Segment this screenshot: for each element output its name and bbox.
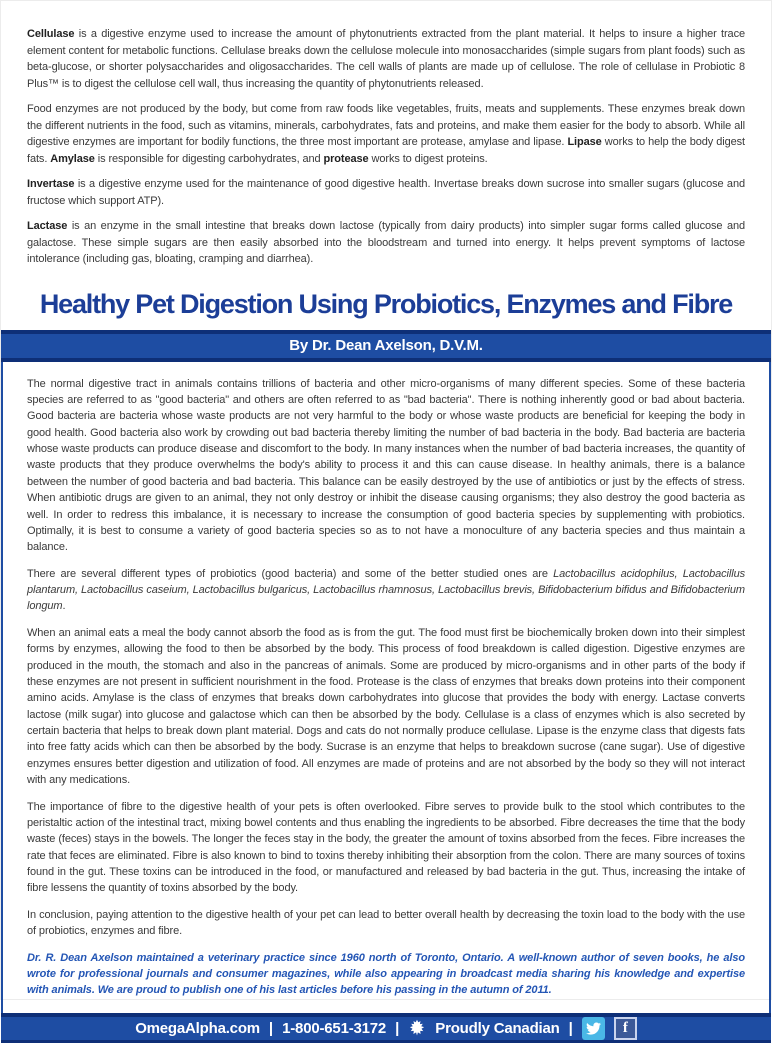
article-paragraph-probiotic-species: There are several different types of probiotics (good bacteria) and some of the better studied ones are Lactobacillus acidophilus, Lactobacillus plantarum, Lactobacillus caseium, Lactobacillus bulgaricus, Lactobacillus rhamnosus, Lactobacillus brevis, Bifidobacterium bifidus and Bifidobacterium longum. (27, 567, 745, 613)
footer-separator: | (568, 1019, 573, 1037)
intro-paragraph-lactase: Lactase is an enzyme in the small intestine that breaks down lactose (typically from dairy products) into simpler sugar forms called glucose and galactose. These simple sugars are then easily absorbed into the bloodstream and turned into energy. It helps prevent symptoms of lactose intolerance (including gas, bloating, cramping and diarrhea). (27, 220, 745, 265)
facebook-icon[interactable]: f (614, 1017, 637, 1040)
footer-bar (1, 1013, 771, 1043)
twitter-icon[interactable] (582, 1017, 605, 1040)
footer-separator: | (268, 1019, 274, 1037)
article-paragraph-conclusion: In conclusion, paying attention to the digestive health of your pet can lead to better overall health by decreasing the toxin load to the body with the use of probiotics, enzymes and fibre. (27, 908, 745, 938)
byline-banner (1, 330, 771, 362)
intro-paragraph-food-enzymes: Food enzymes are not produced by the body, but come from raw foods like vegetables, fruits, meats and supplements. These enzymes break down the different nutrients in the food, such as vitamins, minerals, carbohydrates, fats and proteins, and make them easier for the body to absorb. While all digestive enzymes are important for bodily functions, the three most important are protease, amylase and lipase. Lipase works to help the body digest fats. Amylase is responsible for digesting carbohydrates, and protease works to digest proteins. (27, 103, 745, 165)
footer-separator: | (395, 1019, 400, 1037)
intro-paragraph-cellulase: Cellulase is a digestive enzyme used to increase the amount of phytonutrients extracted from the plant material. It helps to insure a higher trace element content for metabolic functions. Cellulase breaks down the cellulose molecule into monosaccharides (simple sugars from plant foods) such as beta-glucose, or shorter polysaccharides and oligosaccharides. The cell walls of plants are made up of cellulose. The role of cellulase in Probiotic 8 Plus™ is to digest the cellulose cell wall, thus increasing the quantity of phytonutrients released. (27, 28, 745, 90)
maple-leaf-icon (408, 1019, 426, 1037)
article-body (1, 362, 771, 1013)
article-title: Healthy Pet Digestion Using Probiotics, Enzymes and Fibre (39, 288, 733, 319)
intro-paragraph-invertase: Invertase is a digestive enzyme used for the maintenance of good digestive health. Invertase breaks down sucrose into smaller sugars (glucose and fructose which support ATP). (27, 178, 745, 207)
article-paragraph-digestion-enzymes: When an animal eats a meal the body cannot absorb the food as is from the gut. The food must first be biochemically broken down into their simplest forms by enzymes, allowing the food to then be absorbed by the body. This process of food breakdown is called digestion. Digestive enzymes are produced in the mouth, the stomach and also in the pancreas of animals. Some are produced by micro-organisms and in other parts of the body if these enzymes are not present in sufficient nourishment in the food. Protease is the class of enzymes that breaks down proteins into their component amino acids. Amylase is the class of enzymes that breaks down carbohydrates into glucose that provides the body with energy. Lactase converts lactose (milk sugar) into glucose and galactose which can then be absorbed by the body. Cellulase is a class of enzymes which is also secreted by certain bacteria that helps to break down plant material. Dogs and cats do not normally produce cellulase. Lipase is the enzyme class that digests fats into free fatty acids which can then be absorbed by the body. Sucrase is an enzyme that helps to breakdown sucrose (cane sugar). Use of digestive enzymes ensures better digestion and utilization of food. All enzymes are made of proteins and are not absorbed by the body so they will not interact with any medications. (27, 626, 745, 787)
article-paragraph-bacteria-balance: The normal digestive tract in animals contains trillions of bacteria and other micro-organisms of many different species. Some of these bacteria species are referred to as "good bacteria" and others are often referred to as "bad bacteria". There is nothing inherently good or bad about bacteria. Good bacteria are bacteria whose waste products are not very harmful to the body or whose waste products are beneficial for keeping the body in good health. Good bacteria also work by crowding out bad bacteria thereby limiting the number of bad bacteria in the body. Bad bacteria are bacteria whose waste products can produce disease and discomfort to the body. In many instances when the number of bad bacteria increases, the quantity of waste products that they produce overwhelms the body's ability to process it and this can cause disease. In healthy animals, there is a balance between the number of good bacteria and bad bacteria. This balance can be easily destroyed by the use of antibiotics or just by the effects of stress. When antibiotic drugs are given to an animal, they not only destroy or inhibit the disease causing organisms; they also destroy the good bacteria as well. In order to redress this imbalance, it is necessary to increase the consumption of good bacteria species by supplementing with probiotics. Optimally, it is best to consume a variety of good bacteria species so as to not have a monoculture of any bacteria species and thus maintain a balance. (27, 377, 745, 554)
author-bio: Dr. R. Dean Axelson maintained a veterinary practice since 1960 north of Toronto, Ontario. A well-known author of seven books, he also wrote for professional journals and consumer magazines, while also appearing in broadcast media sharing his knowledge and expertise with animals. We are proud to publish one of his last articles before his passing in the autumn of 2011. (27, 951, 745, 997)
byline-text: By Dr. Dean Axelson, D.V.M. (289, 336, 483, 354)
footer-phone: 1-800-651-3172 (282, 1019, 387, 1037)
footer-tagline: Proudly Canadian (435, 1019, 560, 1037)
article-paragraph-fibre: The importance of fibre to the digestive health of your pets is often overlooked. Fibre serves to provide bulk to the stool which contributes to the peristaltic action of the intestinal tract, mixing bowel contents and thus enabling the ingredients to be absorbed. Fibre decreases the time that the body waste (feces) stays in the bowels. The longer the feces stay in the body, the greater the amount of toxins absorbed from the feces. Fibre increases the rate that feces are eliminated. Fibre is also known to bind to toxins thereby inhibiting their absorption from the colon. There are many sources of toxins found in the gut. These toxins can be introduced in the food, or manufactured and released by bad bacteria in the gut. Thus, increasing the intake of fibre lessens the quantity of toxins absorbed by the body. (27, 800, 745, 895)
footer-website-link[interactable]: OmegaAlpha.com (135, 1019, 260, 1037)
intro-section (1, 1, 771, 281)
